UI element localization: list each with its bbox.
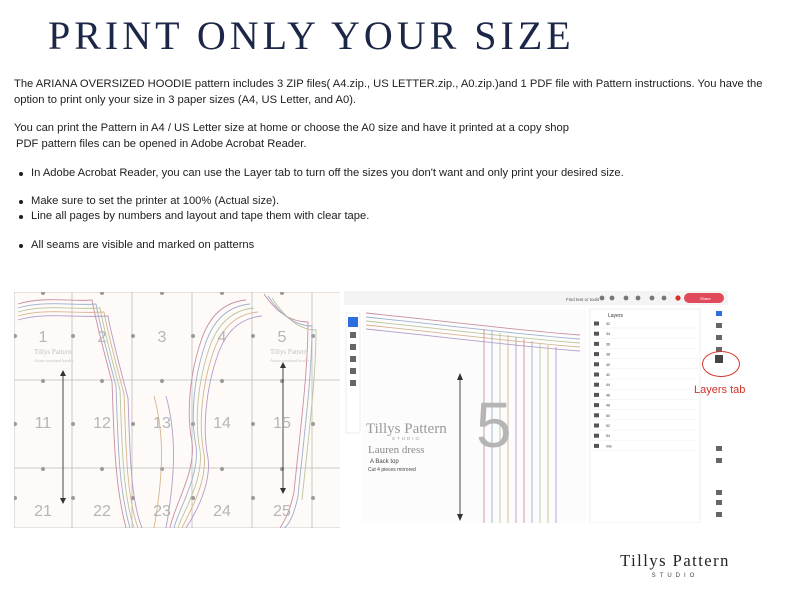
toolbar-icon[interactable] bbox=[662, 296, 667, 301]
instruction-item: Make sure to set the printer at 100% (Actual size). bbox=[14, 194, 784, 209]
comments-icon[interactable] bbox=[716, 323, 722, 328]
toolbar-icon[interactable] bbox=[636, 296, 641, 301]
acrobat-toolbar bbox=[344, 291, 728, 305]
layer-label: 48 bbox=[606, 403, 610, 408]
piece-brand-label: Tillys Pattern bbox=[34, 348, 72, 356]
zoom-out-icon[interactable] bbox=[716, 512, 722, 517]
layer-visibility-icon[interactable] bbox=[594, 342, 599, 346]
tile-number: 15 bbox=[273, 415, 291, 432]
instruction-item: All seams are visible and marked on patterns bbox=[14, 238, 784, 253]
instruction-item: In Adobe Acrobat Reader, you can use the Layer tab to turn off the sizes you don't want and only print your desired size. bbox=[14, 166, 784, 181]
brand-subtitle: STUDIO bbox=[651, 573, 699, 579]
layer-label: 54 bbox=[606, 434, 610, 439]
layer-label: 46 bbox=[606, 393, 610, 398]
piece-sub-label: Ariana oversized hoodie bbox=[270, 358, 310, 363]
toolbar-icon[interactable] bbox=[650, 296, 655, 301]
layer-visibility-icon[interactable] bbox=[594, 403, 599, 407]
piece-label: A Back top bbox=[370, 459, 399, 465]
tile-number: 11 bbox=[34, 415, 52, 432]
share-button-label: Share bbox=[700, 296, 711, 301]
page-number: 5 bbox=[476, 389, 512, 461]
tile-number: 14 bbox=[213, 415, 231, 432]
toolbar-icon[interactable] bbox=[600, 296, 605, 301]
highlight-tool-icon[interactable] bbox=[350, 356, 356, 362]
layer-label: 36 bbox=[606, 342, 610, 347]
intro-paragraph-2-line-1: You can print the Pattern in A4 / US Letter size at home or choose the A0 size and have it printed at a copy shop bbox=[14, 122, 569, 134]
layer-visibility-icon[interactable] bbox=[594, 393, 599, 397]
select-tool-icon[interactable] bbox=[348, 317, 358, 327]
page-title: PRINT ONLY YOUR SIZE bbox=[48, 13, 575, 58]
layer-label: 44 bbox=[606, 383, 610, 388]
page-up-icon[interactable] bbox=[716, 446, 722, 451]
share-icon[interactable] bbox=[675, 295, 680, 300]
tiled-pattern-preview bbox=[14, 292, 340, 528]
layer-visibility-icon[interactable] bbox=[594, 383, 599, 387]
comment-tool-icon[interactable] bbox=[350, 332, 356, 338]
sign-tool-icon[interactable] bbox=[350, 380, 356, 386]
layer-label: 50 bbox=[606, 413, 610, 418]
piece-name: Lauren dress bbox=[368, 444, 425, 456]
layer-visibility-icon[interactable] bbox=[594, 373, 599, 377]
tile-number: 23 bbox=[153, 503, 171, 520]
page-down-icon[interactable] bbox=[716, 458, 722, 463]
piece-cut-note: Cut 4 pieces mirrored bbox=[368, 467, 416, 473]
layer-label: 38 bbox=[606, 352, 610, 357]
layers-panel-title: Layers bbox=[608, 313, 624, 319]
intro-paragraph-2 bbox=[14, 120, 784, 152]
tile-number: 1 bbox=[38, 329, 48, 346]
layer-label: info bbox=[606, 444, 612, 449]
layers-tab-annotation: Layers tab bbox=[694, 384, 746, 396]
instruction-list bbox=[14, 166, 784, 253]
layer-visibility-icon[interactable] bbox=[594, 362, 599, 366]
toolbar-icon[interactable] bbox=[610, 296, 615, 301]
layer-visibility-icon[interactable] bbox=[594, 413, 599, 417]
layer-visibility-icon[interactable] bbox=[594, 332, 599, 336]
layer-visibility-icon[interactable] bbox=[594, 424, 599, 428]
tile-number: 5 bbox=[277, 329, 287, 346]
tile-number: 12 bbox=[93, 415, 111, 432]
toolbar-icon[interactable] bbox=[624, 296, 629, 301]
tile-number: 2 bbox=[97, 329, 107, 346]
attachments-icon[interactable] bbox=[716, 335, 722, 340]
acrobat-search-box[interactable]: Find text or tools bbox=[566, 297, 600, 302]
layer-visibility-icon[interactable] bbox=[594, 322, 599, 326]
zoom-in-icon[interactable] bbox=[716, 500, 722, 505]
panel-icon[interactable] bbox=[716, 311, 722, 316]
text-tool-icon[interactable] bbox=[350, 368, 356, 374]
intro-paragraph-1: The ARIANA OVERSIZED HOODIE pattern includes 3 ZIP files( A4.zip., US LETTER.zip., A0.zip.)and 1 PDF file with Pattern instructions. You have the option to print only your size in 3 paper sizes (A4, US Letter, and A0). bbox=[14, 78, 763, 106]
brand-logo bbox=[612, 551, 738, 579]
layer-visibility-icon[interactable] bbox=[594, 352, 599, 356]
layers-tab-highlight bbox=[702, 351, 740, 377]
piece-brand-label: Tillys Pattern bbox=[270, 348, 308, 356]
layer-visibility-icon[interactable] bbox=[594, 434, 599, 438]
acrobat-layers-screenshot bbox=[344, 291, 728, 523]
tile-number: 24 bbox=[213, 503, 231, 520]
draw-tool-icon[interactable] bbox=[350, 344, 356, 350]
pattern-brand-sub: STUDIO bbox=[392, 436, 422, 441]
tile-number: 25 bbox=[273, 503, 291, 520]
layer-visibility-icon[interactable] bbox=[594, 444, 599, 448]
tile-number: 3 bbox=[157, 329, 167, 346]
intro-paragraph-2-line-2: PDF pattern files can be opened in Adobe Acrobat Reader. bbox=[16, 138, 307, 150]
pattern-brand-label: Tillys Pattern bbox=[366, 421, 447, 437]
layer-label: 42 bbox=[606, 373, 610, 377]
brand-name: Tillys Pattern bbox=[620, 551, 730, 570]
tile-number: 13 bbox=[153, 415, 171, 432]
layer-label: 32 bbox=[606, 322, 610, 326]
piece-sub-label: Ariana oversized hoodie bbox=[34, 358, 74, 363]
layer-label: 40 bbox=[606, 362, 610, 367]
layer-label: 52 bbox=[606, 424, 610, 428]
instruction-item: Line all pages by numbers and layout and tape them with clear tape. bbox=[14, 209, 784, 224]
layer-label: 34 bbox=[606, 332, 610, 337]
tile-number: 4 bbox=[217, 329, 227, 346]
tile-number: 22 bbox=[93, 503, 111, 520]
tile-number: 21 bbox=[34, 503, 52, 520]
refresh-icon[interactable] bbox=[716, 490, 722, 495]
